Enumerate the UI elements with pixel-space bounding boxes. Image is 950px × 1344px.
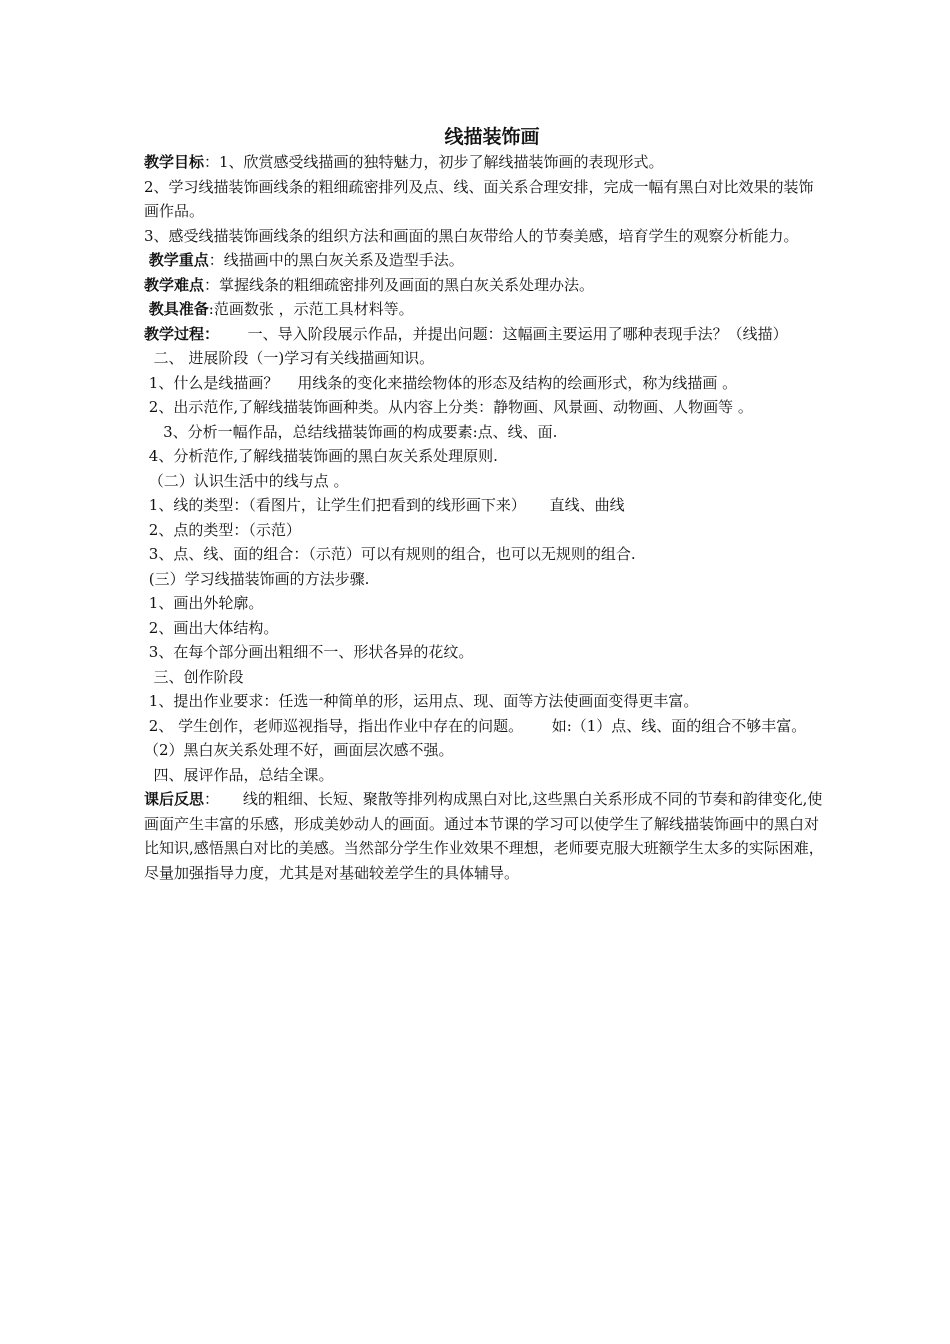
section-two-b-item-1: 1、线的类型：（看图片，让学生们把看到的线形画下来） 直线、曲线 bbox=[144, 496, 625, 514]
reflection-text: ： 线的粗细、长短、聚散等排列构成黑白对比,这些黑白关系形成不同的节奏和韵律变化,使画面产生丰富的乐感，形成美妙动人的画面。通过本节课的学习可以使学生了解线描装饰画中的黑白对比知识,感悟黑白对比的美感。当然部分学生作业效果不理想，老师要克服大班额学生太多的实际困难，尽量加强指导力度，尤其是对基础较差学生的具体辅导。 bbox=[144, 790, 824, 882]
goal-1: ：1、欣赏感受线描画的独特魅力，初步了解线描装饰画的表现形式。 bbox=[204, 153, 664, 171]
section-two-b-item-2: 2、点的类型：（示范） bbox=[144, 520, 301, 539]
teaching-goals bbox=[144, 150, 824, 175]
stage-two-item-3: 3、分析一幅作品，总结线描装饰画的构成要素:点、线、面. bbox=[144, 422, 558, 441]
process-text: 一、导入阶段展示作品，并提出问题：这幅画主要运用了哪种表现手法？（线描） bbox=[219, 324, 788, 343]
section-two-c-heading: (三）学习线描装饰画的方法步骤. bbox=[144, 569, 370, 588]
key-label: 教学重点 bbox=[148, 251, 209, 269]
goal-3: 3、感受线描装饰画线条的组织方法和画面的黑白灰带给人的节奏美感，培育学生的观察分析能力。 bbox=[144, 226, 799, 245]
teaching-tools bbox=[144, 297, 824, 322]
stage-two-item-2: 2、出示范作,了解线描装饰画种类。从内容上分类：静物画、风景画、动物画、人物画等 。 bbox=[144, 398, 753, 416]
tools-text: :范画数张 ，示范工具材料等。 bbox=[208, 300, 414, 318]
difficulty-text: ：掌握线条的粗细疏密排列及画面的黑白灰关系处理办法。 bbox=[204, 275, 595, 294]
page-title: 线描装饰画 bbox=[444, 126, 540, 148]
stage-three-item-1: 1、提出作业要求：任选一种简单的形，运用点、现、面等方法使画面变得更丰富。 bbox=[144, 692, 699, 710]
goal-2: 2、学习线描装饰画线条的粗细疏密排列及点、线、面关系合理安排，完成一幅有黑白对比效果的装饰画作品。 bbox=[144, 177, 814, 220]
document-page bbox=[144, 124, 831, 885]
stage-two-item-1: 1、什么是线描画？ 用线条的变化来描绘物体的形态及结构的绘画形式，称为线描画 。 bbox=[144, 373, 738, 392]
after-class-reflection bbox=[144, 787, 824, 885]
section-two-b-heading: （二）认识生活中的线与点 。 bbox=[144, 471, 349, 490]
process-label: 教学过程： bbox=[144, 324, 220, 343]
section-two-c-item-1: 1、画出外轮廓。 bbox=[144, 594, 264, 612]
reflection-label: 课后反思 bbox=[144, 790, 205, 808]
section-two-c-item-3: 3、在每个部分画出粗细不一、形状各异的花纹。 bbox=[144, 643, 474, 661]
key-text: ：线描画中的黑白灰关系及造型手法。 bbox=[208, 251, 464, 269]
goals-label: 教学目标 bbox=[144, 153, 205, 171]
teaching-key-points bbox=[144, 248, 824, 273]
stage-two-heading: 二、 进展阶段（一)学习有关线描画知识。 bbox=[144, 349, 435, 367]
teaching-process bbox=[144, 322, 824, 347]
stage-two-item-4: 4、分析范作,了解线描装饰画的黑白灰关系处理原则. bbox=[144, 447, 498, 465]
stage-three-heading: 三、创作阶段 bbox=[144, 667, 244, 686]
teaching-difficulties bbox=[144, 273, 824, 298]
stage-three-item-2: 2、 学生创作，老师巡视指导，指出作业中存在的问题。 如:（1）点、线、面的组合不够丰富。 （2）黑白灰关系处理不好，画面层次感不强。 bbox=[144, 716, 831, 759]
section-two-c-item-2: 2、画出大体结构。 bbox=[144, 618, 279, 637]
stage-four-heading: 四、展评作品，总结全课。 bbox=[144, 765, 334, 784]
difficulty-label: 教学难点 bbox=[144, 275, 205, 294]
tools-label: 教具准备 bbox=[148, 300, 209, 318]
section-two-b-item-3: 3、点、线、面的组合：（示范）可以有规则的组合，也可以无规则的组合. bbox=[144, 545, 636, 563]
